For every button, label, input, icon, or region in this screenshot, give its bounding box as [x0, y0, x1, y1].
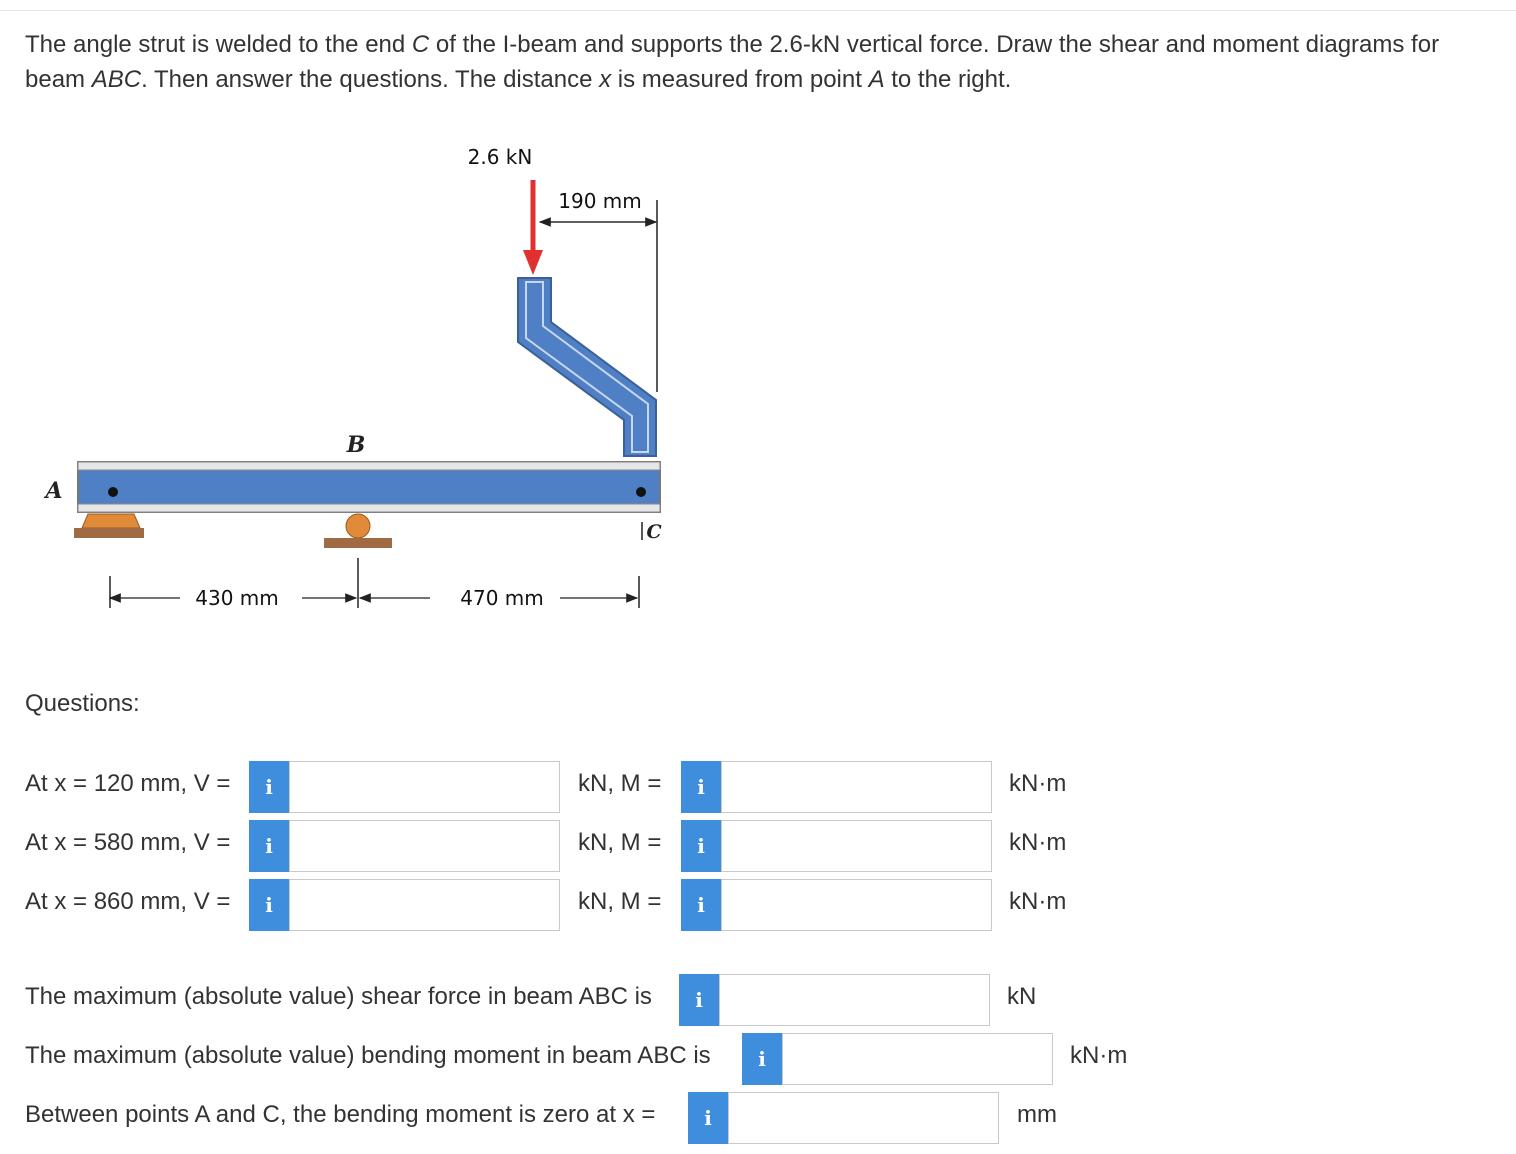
- row2-shear-input[interactable]: [289, 820, 560, 872]
- force-label: 2.6 kN: [467, 145, 533, 169]
- info-icon[interactable]: i: [681, 879, 721, 931]
- row2-label: At x = 580 mm, V =: [25, 829, 231, 856]
- zero-moment-unit: mm: [1017, 1101, 1057, 1128]
- max-moment-input[interactable]: [782, 1033, 1053, 1085]
- row1-mid-label: kN, M =: [578, 770, 662, 797]
- pin-support-a: [74, 514, 144, 538]
- row1-label: At x = 120 mm, V =: [25, 770, 231, 797]
- info-icon[interactable]: i: [681, 820, 721, 872]
- roller-support-b: [324, 514, 392, 548]
- zero-moment-input[interactable]: [728, 1092, 999, 1144]
- info-icon[interactable]: i: [679, 974, 719, 1026]
- row1-moment-input[interactable]: [721, 761, 992, 813]
- row2-moment-input[interactable]: [721, 820, 992, 872]
- row2-unit: kN·m: [1009, 829, 1067, 856]
- max-moment-unit: kN·m: [1070, 1042, 1128, 1069]
- label-b: B: [346, 432, 366, 458]
- row2-mid-label: kN, M =: [578, 829, 662, 856]
- info-icon[interactable]: i: [742, 1033, 782, 1085]
- problem-statement: The angle strut is welded to the end C of the I-beam and supports the 2.6-kN vertical force. Draw the shear and moment diagrams for beam ABC. Then answer the questions. The distance x is measured from point A to the right.: [25, 31, 1440, 93]
- info-icon[interactable]: i: [681, 761, 721, 813]
- row1-shear-input[interactable]: [289, 761, 560, 813]
- label-a: A: [45, 478, 63, 504]
- max-shear-label: The maximum (absolute value) shear force in beam ABC is: [25, 983, 652, 1010]
- label-c: C: [646, 521, 662, 543]
- max-shear-unit: kN: [1007, 983, 1037, 1010]
- info-icon[interactable]: i: [249, 879, 289, 931]
- max-shear-input[interactable]: [719, 974, 990, 1026]
- row3-mid-label: kN, M =: [578, 888, 662, 915]
- force-arrow: [523, 180, 543, 275]
- info-icon[interactable]: i: [688, 1092, 728, 1144]
- top-divider: [0, 10, 1516, 11]
- row3-label: At x = 860 mm, V =: [25, 888, 231, 915]
- offset-dimension-label: 190 mm: [558, 189, 642, 213]
- angle-strut: [518, 278, 656, 456]
- questions-heading: Questions:: [25, 690, 140, 717]
- row3-unit: kN·m: [1009, 888, 1067, 915]
- beam-figure: [30, 130, 710, 630]
- row1-unit: kN·m: [1009, 770, 1067, 797]
- info-icon[interactable]: i: [249, 761, 289, 813]
- row3-moment-input[interactable]: [721, 879, 992, 931]
- zero-moment-label: Between points A and C, the bending moment is zero at x =: [25, 1101, 656, 1128]
- info-icon[interactable]: i: [249, 820, 289, 872]
- dimension-ab: 430 mm: [195, 586, 279, 610]
- dimension-bc: 470 mm: [460, 586, 544, 610]
- row3-shear-input[interactable]: [289, 879, 560, 931]
- max-moment-label: The maximum (absolute value) bending moment in beam ABC is: [25, 1042, 711, 1069]
